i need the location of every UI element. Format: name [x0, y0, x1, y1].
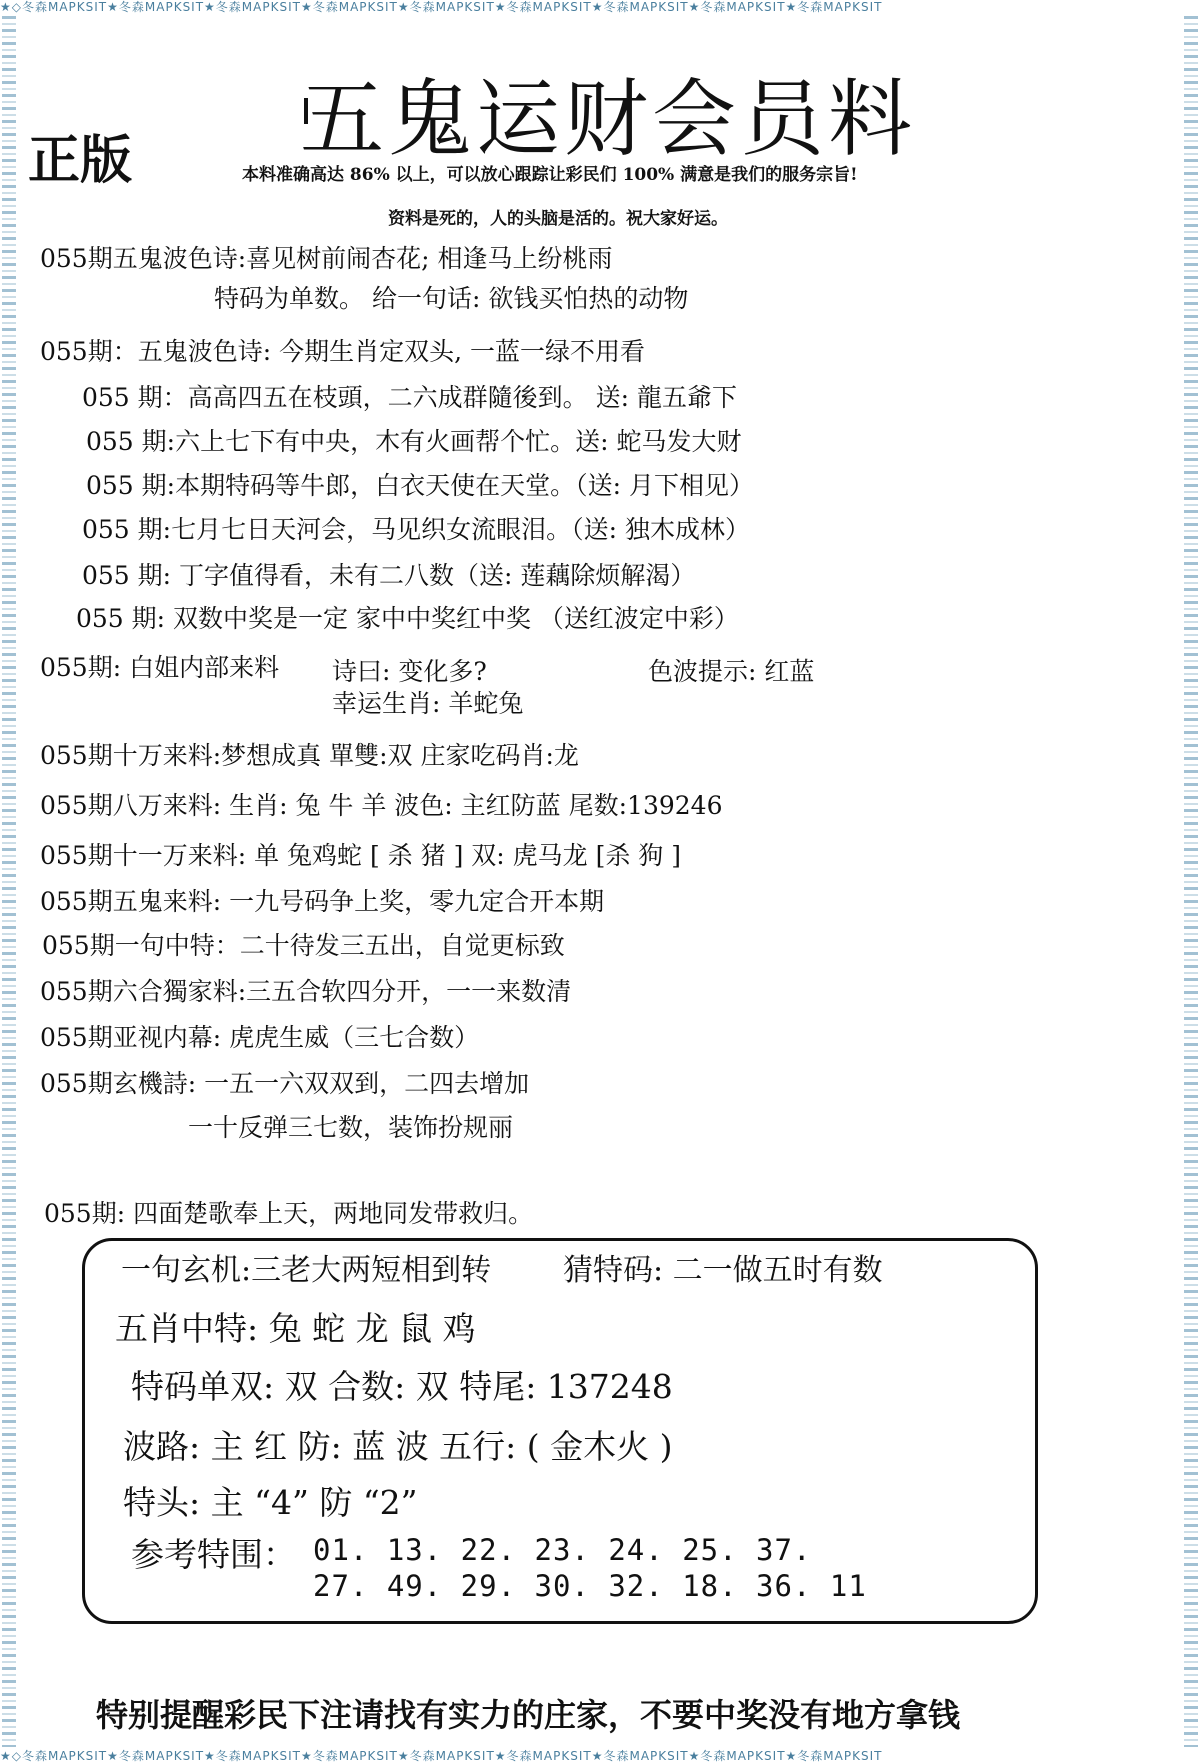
line-poem-5: 055 期: 丁字值得看，未有二八数（送: 莲藕除烦解渴）	[82, 561, 696, 590]
box-head: 特头: 主 “4” 防 “2”	[123, 1483, 418, 1522]
line-poem-2: 055 期:六上七下有中央，木有火画帮个忙。送: 蛇马发大财	[86, 427, 742, 456]
left-border-pattern	[2, 16, 16, 1747]
bottom-watermark: ★◇冬森MAPKSIT★冬森MAPKSIT★冬森MAPKSIT★冬森MAPKSIT★冬森MAPKSIT★冬森MAPKSIT★冬森MAPKSIT★冬森MAPKSIT★冬森MAPKSIT	[0, 1749, 883, 1763]
subtitle-wish: 资料是死的，人的头脑是活的。祝大家好运。	[388, 209, 728, 229]
line-odd-hint: 特码为单数。 给一句话: 欲钱买怕热的动物	[214, 284, 689, 313]
line-wave-poem: 055期五鬼波色诗:喜见树前闹杏花; 相逢马上纷桃雨	[40, 244, 613, 273]
box-guess: 猜特码: 二一做五时有数	[563, 1253, 883, 1288]
box-wave: 波路: 主 红 防: 蓝 波 五行: ( 金木火 )	[123, 1427, 673, 1466]
page-title: 五鬼运财会员料	[300, 70, 917, 168]
line-mystic-poem: 055期玄機詩: 一五一六双双到，二四去增加	[40, 1069, 530, 1098]
line-110k: 055期十一万来料: 单 兔鸡蛇 [ 杀 猪 ] 双: 虎马龙 [杀 狗 ]	[40, 841, 681, 870]
line-baijie-wave: 色波提示: 红蓝	[648, 657, 815, 686]
box-odd-even: 特码单双: 双 合数: 双 特尾: 137248	[131, 1367, 673, 1406]
line-poem-4: 055 期:七月七日天河会，马见织女流眼泪。（送: 独木成林）	[82, 515, 750, 544]
line-zodiac-poem: 055期：五鬼波色诗: 今期生肖定双头, 一蓝一绿不用看	[40, 337, 645, 366]
prediction-box	[82, 1238, 1038, 1624]
top-watermark: ★◇冬森MAPKSIT★冬森MAPKSIT★冬森MAPKSIT★冬森MAPKSIT★冬森MAPKSIT★冬森MAPKSIT★冬森MAPKSIT★冬森MAPKSIT★冬森MAPKSIT	[0, 0, 883, 14]
line-liuhe: 055期六合獨家料:三五合软四分开，一一来数清	[40, 977, 572, 1006]
line-mystic-poem-2: 一十反弹三七数，装饰扮规丽	[188, 1113, 514, 1142]
box-ref-nums-2: 27. 49. 29. 30. 32. 18. 36. 11	[313, 1569, 867, 1603]
line-baijie-poem: 诗曰: 变化多?	[332, 657, 487, 686]
line-80k: 055期八万来料: 生肖: 兔 牛 羊 波色: 主红防蓝 尾数:139246	[40, 791, 723, 820]
genuine-stamp: 正版	[28, 130, 133, 191]
footer-reminder: 特别提醒彩民下注请找有实力的庄家，不要中奖没有地方拿钱	[96, 1696, 961, 1734]
line-100k: 055期十万来料:梦想成真 單雙:双 庄家吃码肖:龙	[40, 741, 579, 770]
box-five-zodiac: 五肖中特: 兔 蛇 龙 鼠 鸡	[115, 1309, 476, 1348]
line-atv: 055期亚视内幕: 虎虎生威（三七合数）	[40, 1023, 480, 1052]
line-baijie-label: 055期: 白姐内部来料	[40, 653, 280, 682]
line-poem-1: 055 期：高高四五在枝頭，二六成群隨後到。 送: 龍五爺下	[82, 383, 737, 412]
line-baijie-zodiac: 幸运生肖: 羊蛇兔	[332, 689, 524, 718]
box-riddle: 一句玄机:三老大两短相到转	[121, 1253, 492, 1288]
line-poem-6: 055 期: 双数中奖是一定 家中中奖红中奖 （送红波定中彩）	[76, 604, 739, 633]
box-ref-label: 参考特围：	[131, 1535, 296, 1574]
line-four-sides: 055期: 四面楚歌奉上天，两地同发带救归。	[44, 1199, 534, 1228]
right-border-pattern	[1184, 16, 1198, 1747]
line-one-sentence: 055期一句中特：二十待发三五出，自觉更标致	[42, 931, 565, 960]
line-poem-3: 055 期:本期特码等牛郎，白衣天使在天堂。（送: 月下相见）	[86, 471, 754, 500]
line-five-ghost: 055期五鬼来料: 一九号码争上奖，零九定合开本期	[40, 887, 605, 916]
box-ref-nums-1: 01. 13. 22. 23. 24. 25. 37.	[313, 1533, 812, 1567]
subtitle-accuracy: 本料准确高达 86% 以上，可以放心跟踪让彩民们 100% 满意是我们的服务宗旨!	[242, 165, 858, 185]
